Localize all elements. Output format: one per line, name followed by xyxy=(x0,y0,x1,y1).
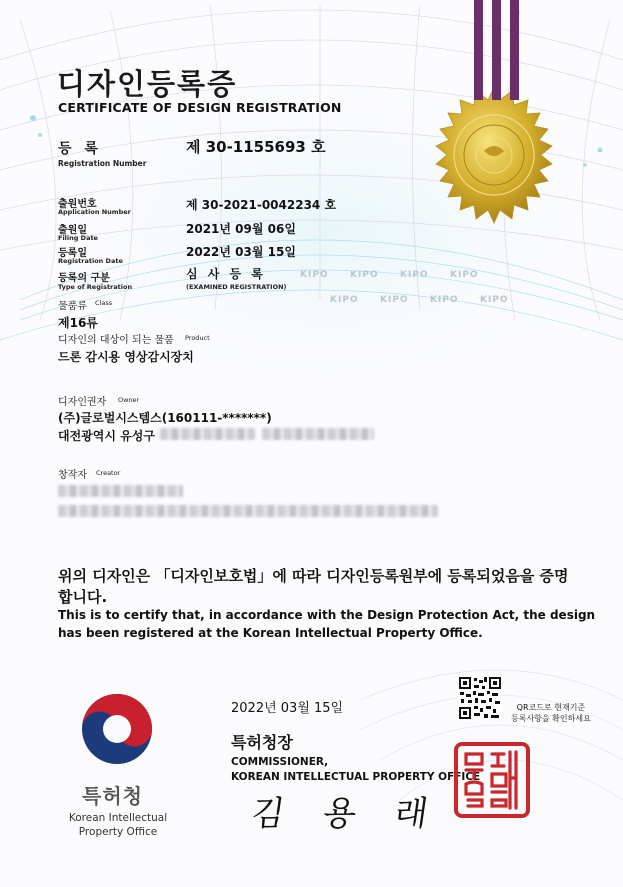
registration-label-en: Registration Number xyxy=(58,159,147,168)
product-label-ko: 디자인의 대상이 되는 물품 xyxy=(58,335,174,346)
redacted-address-part xyxy=(160,428,255,440)
office-name-ko: 특허청 xyxy=(82,784,143,808)
official-stamp-icon xyxy=(454,742,530,818)
commissioner-title-en-2: KOREAN INTELLECTUAL PROPERTY OFFICE xyxy=(231,771,481,783)
registration-type: 심 사 등 록 xyxy=(186,267,266,281)
watermark-word: KIPO xyxy=(450,270,479,280)
issue-date: 2022년 03월 15일 xyxy=(231,701,344,716)
application-label-en: Application Number xyxy=(58,208,131,216)
owner-label-en: Owner xyxy=(118,396,140,404)
certificate-title-en: CERTIFICATE OF DESIGN REGISTRATION xyxy=(58,100,342,115)
qr-code-icon[interactable] xyxy=(458,676,502,720)
owner-address: 대전광역시 유성구 xyxy=(58,429,155,443)
filing-date: 2021년 09월 06일 xyxy=(186,222,296,236)
kipo-logo-icon xyxy=(80,692,154,766)
owner-label-ko: 디자인권자 xyxy=(58,397,107,408)
office-name-en-1: Korean Intellectual xyxy=(68,812,168,824)
product-value: 드론 감시용 영상감시장치 xyxy=(58,350,194,364)
reg-type-label-ko: 등록의 구분 xyxy=(58,273,110,284)
watermark-word: KIPO xyxy=(480,295,509,305)
commissioner-signature: 김 용 래 xyxy=(248,794,445,834)
application-number: 제 30-2021-0042234 호 xyxy=(186,198,337,212)
owner-name: (주)글로벌시스템스(160111-*******) xyxy=(58,411,272,425)
watermark-word: KIPO xyxy=(430,295,459,305)
reg-date-label-en: Registration Date xyxy=(58,257,123,265)
application-label-ko: 출원번호 xyxy=(58,199,97,210)
reg-type-label-en: Type of Registration xyxy=(58,283,133,291)
creator-label-ko: 창작자 xyxy=(58,470,87,481)
qr-instruction-line1: QR코드로 현재기준 xyxy=(516,703,586,712)
class-value: 제16류 xyxy=(58,316,98,330)
registration-label-ko: 등 록 xyxy=(58,141,102,157)
watermark-word: KIPO xyxy=(380,295,409,305)
watermark-word: KIPO xyxy=(330,295,359,305)
redacted-address-part xyxy=(262,428,374,440)
filing-label-ko: 출원일 xyxy=(58,225,87,236)
class-label-ko: 물품류 xyxy=(58,301,87,312)
certification-text-ko: 위의 디자인은 「디자인보호법」에 따라 디자인등록원부에 등록되었음을 증명합니다. xyxy=(58,567,569,606)
redacted-creator-name xyxy=(58,485,183,497)
commissioner-title-ko: 특허청장 xyxy=(231,733,293,752)
watermark-word: KIPO xyxy=(300,270,329,280)
product-label-en: Product xyxy=(185,334,210,342)
watermark-word: KIPO xyxy=(400,270,429,280)
class-label-en: Class xyxy=(95,299,113,307)
registration-date: 2022년 03월 15일 xyxy=(186,245,296,259)
redacted-creator-address xyxy=(58,505,438,517)
office-name-en-2: Property Office xyxy=(78,826,158,838)
qr-instruction-line2: 등록사항을 확인하세요 xyxy=(511,714,591,723)
qr-instruction xyxy=(511,702,591,724)
registration-number: 제 30-1155693 호 xyxy=(186,138,326,156)
filing-label-en: Filing Date xyxy=(58,234,98,242)
watermark-word: KIPO xyxy=(350,270,379,280)
registration-type-en: (EXAMINED REGISTRATION) xyxy=(186,283,287,291)
reg-date-label-ko: 등록일 xyxy=(58,248,87,259)
commissioner-title-en-1: COMMISSIONER, xyxy=(231,756,329,768)
creator-label-en: Creator xyxy=(96,469,121,477)
certificate-title-ko: 디자인등록증 xyxy=(57,67,238,101)
certification-text-en: This is to certify that, in accordance with the Design Protection Act, the design has been registered at the Korean Intellectual Property Office. xyxy=(58,608,596,640)
